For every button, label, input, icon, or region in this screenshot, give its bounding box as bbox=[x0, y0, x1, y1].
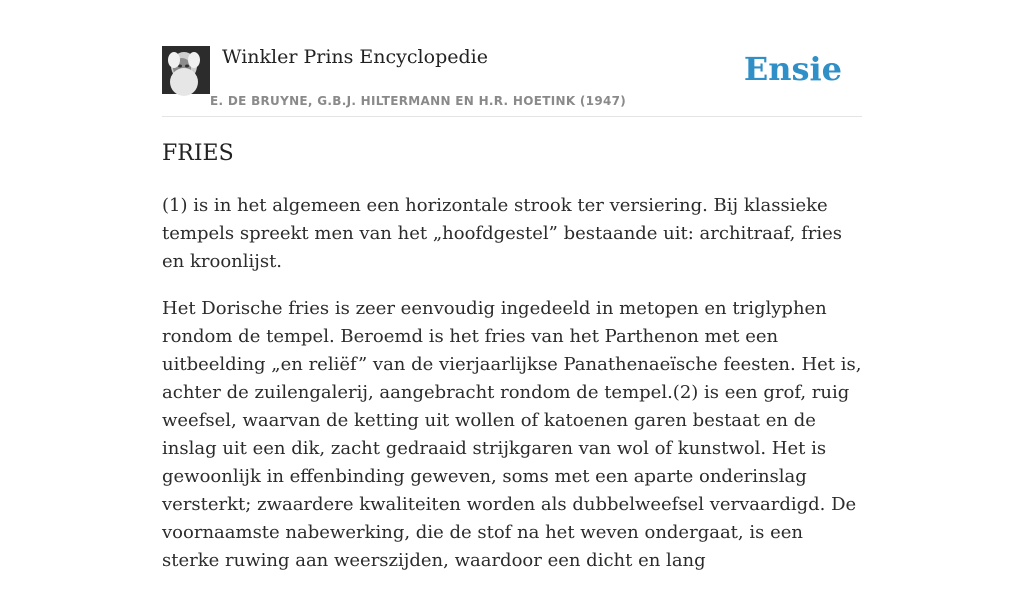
article-body bbox=[162, 138, 862, 594]
ensie-logo[interactable]: Ensie bbox=[743, 50, 842, 88]
author-avatar[interactable] bbox=[162, 46, 210, 94]
portrait-image bbox=[162, 46, 210, 94]
paragraph-1: (1) is in het algemeen een horizontale strook ter versiering. Bij klassieke tempels spreekt men van het „hoofdgestel” bestaande uit: architraaf, fries en kroonlijst. bbox=[162, 195, 842, 272]
source-header bbox=[162, 44, 862, 117]
source-title-link[interactable]: Winkler Prins Encyclopedie bbox=[222, 46, 488, 68]
article-title: FRIES bbox=[162, 141, 234, 166]
authors-line: E. DE BRUYNE, G.B.J. HILTERMANN EN H.R. HOETINK (1947) bbox=[210, 94, 627, 108]
paragraph-2: Het Dorische fries is zeer eenvoudig ingedeeld in metopen en triglyphen rondom de tempel. Beroemd is het fries van het Parthenon met een uitbeelding „en reliëf” van de vierjaarlijkse Panathenaeïsche feesten. Het is, achter de zuilengalerij, aangebracht rondom de tempel.(2) is een grof, ruig weefsel, waarvan de ketting uit wollen of katoenen garen bestaat en de inslag uit een dik, zacht gedraaid strijkgaren van wol of kunstwol. Het is gewoonlijk in effenbinding geweven, soms met een aparte onderinslag versterkt; zwaardere kwaliteiten worden als dubbelweefsel vervaardigd. De voornaamste nabewerking, die de stof na het weven ondergaat, is een sterke ruwing aan weerszijden, waardoor een dicht en lang bbox=[162, 298, 862, 571]
